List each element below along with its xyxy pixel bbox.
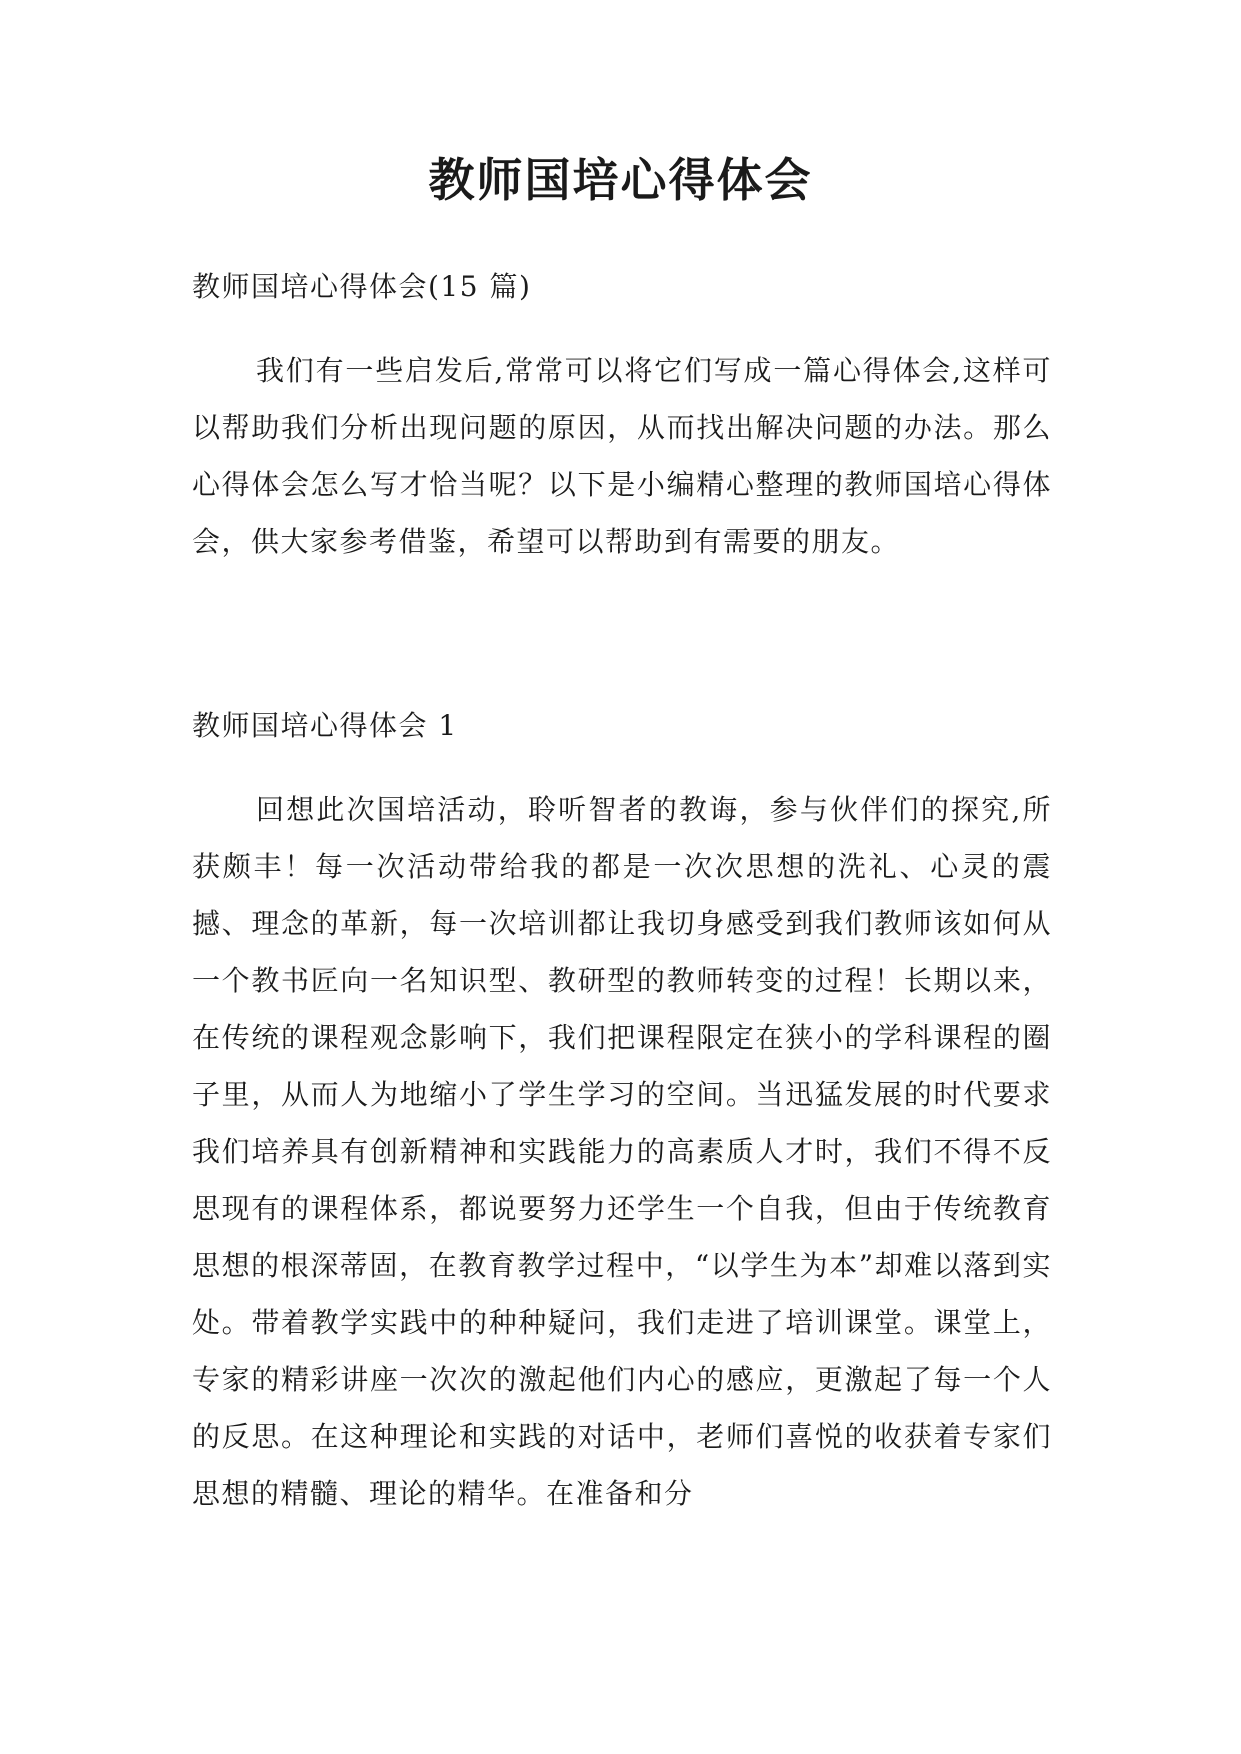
section-heading: 教师国培心得体会 1 — [192, 709, 458, 742]
document-title: 教师国培心得体会 — [428, 153, 813, 207]
intro-paragraph: 我们有一些启发后,常常可以将它们写成一篇心得体会,这样可以帮助我们分析出现问题的原因，从而找出解决问题的办法。那么心得体会怎么写才恰当呢？以下是小编精心整理的教师国培心得体会，供大家参考借鉴，希望可以帮助到有需要的朋友。 — [192, 354, 1052, 558]
document-subtitle: 教师国培心得体会(15 篇) — [192, 270, 532, 303]
section-paragraph: 回想此次国培活动，聆听智者的教诲，参与伙伴们的探究,所获颇丰！每一次活动带给我的都是一次次思想的洗礼、心灵的震撼、理念的革新，每一次培训都让我切身感受到我们教师该如何从一个教书匠向一名知识型、教研型的教师转变的过程！长期以来，在传统的课程观念影响下，我们把课程限定在狭小的学科课程的圈子里，从而人为地缩小了学生学习的空间。当迅猛发展的时代要求我们培养具有创新精神和实践能力的高素质人才时，我们不得不反思现有的课程体系，都说要努力还学生一个自我，但由于传统教育思想的根深蒂固，在教育教学过程中，“以学生为本”却难以落到实处。带着教学实践中的种种疑问，我们走进了培训课堂。课堂上，专家的精彩讲座一次次的激起他们内心的感应，更激起了每一个人的反思。在这种理论和实践的对话中，老师们喜悦的收获着专家们思想的精髓、理论的精华。在准备和分 — [192, 793, 1052, 1510]
